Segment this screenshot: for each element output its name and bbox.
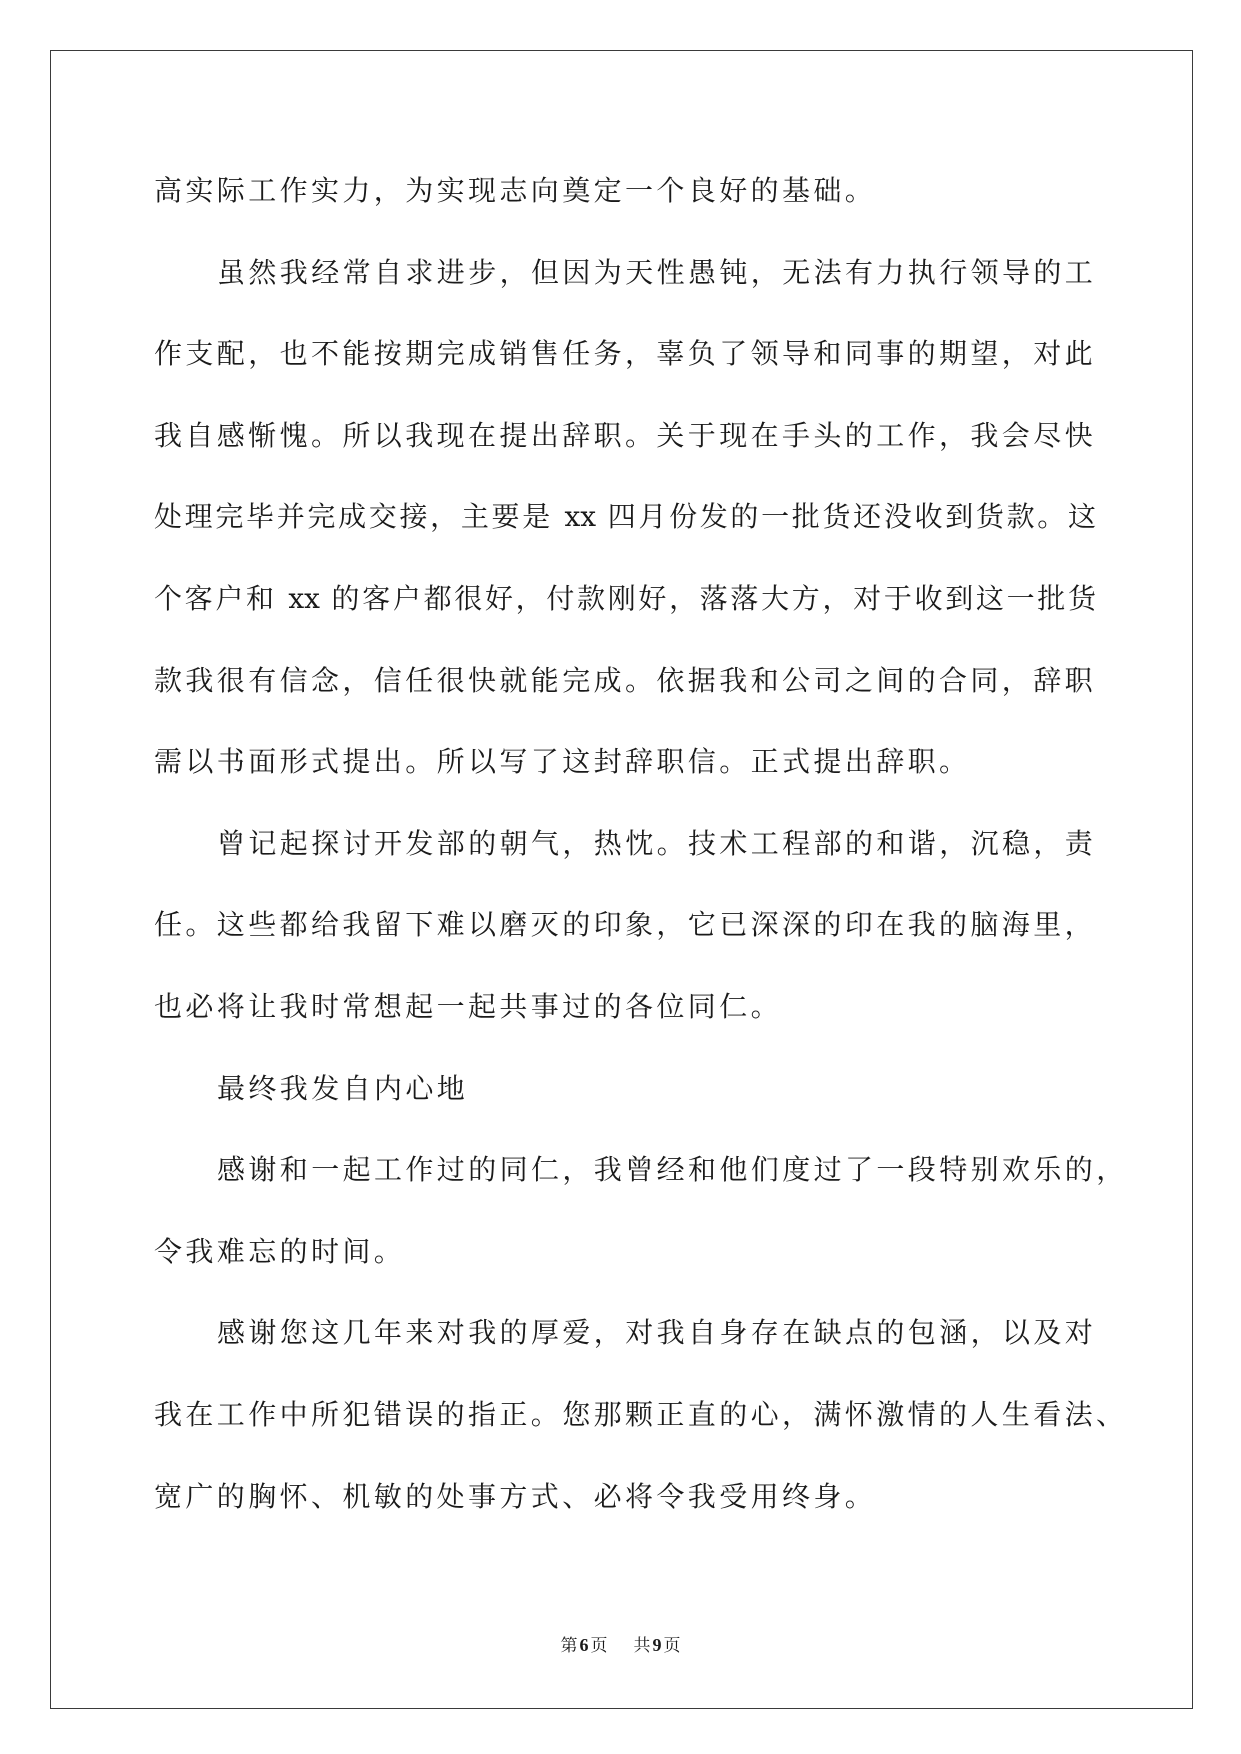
- text-line: 作支配，也不能按期完成销售任务，辜负了领导和同事的期望，对此: [154, 337, 1097, 371]
- text-line: 最终我发自内心地: [217, 1071, 469, 1105]
- page-prefix: 第: [560, 1636, 578, 1656]
- text-line: 款我很有信念，信任很快就能完成。依据我和公司之间的合同，辞职: [154, 663, 1097, 697]
- text-line: 曾记起探讨开发部的朝气，热忱。技术工程部的和谐，沉稳，责: [217, 826, 1097, 860]
- text-line: 高实际工作实力，为实现志向奠定一个良好的基础。: [154, 174, 877, 207]
- paragraph: [154, 1129, 1144, 1292]
- paragraph: [154, 1292, 1144, 1537]
- text-line: 感谢您这几年来对我的厚爱，对我自身存在缺点的包涵，以及对: [217, 1316, 1097, 1350]
- paragraph: [154, 803, 1144, 1048]
- paragraph: [154, 1048, 1144, 1130]
- text-line: 任。这些都给我留下难以磨灭的印象，它已深深的印在我的脑海里，: [154, 908, 1097, 942]
- total-prefix: 共: [633, 1636, 651, 1656]
- text-line: 个客户和 xx 的客户都很好，付款刚好，落落大方，对于收到这一批货: [154, 581, 1096, 615]
- paragraph: [154, 232, 1144, 803]
- text-line: 宽广的胸怀、机敏的处事方式、必将令我受用终身。: [154, 1479, 877, 1513]
- document-body: [154, 150, 1144, 1537]
- text-line: 我自感惭愧。所以我现在提出辞职。关于现在手头的工作，我会尽快: [154, 418, 1097, 452]
- text-line: 虽然我经常自求进步，但因为天性愚钝，无法有力执行领导的工: [217, 255, 1097, 289]
- text-line: 处理完毕并完成交接，主要是 xx 四月份发的一批货还没收到货款。这: [154, 500, 1096, 534]
- text-line: 也必将让我时常想起一起共事过的各位同仁。: [154, 989, 783, 1023]
- total-page-count: 9: [652, 1635, 662, 1655]
- current-page-number: 6: [579, 1635, 589, 1655]
- text-line: 感谢和一起工作过的同仁，我曾经和他们度过了一段特别欢乐的，: [217, 1153, 1128, 1187]
- page-number-footer: [0, 1632, 1241, 1659]
- total-suffix: 页: [663, 1636, 681, 1656]
- text-line: 我在工作中所犯错误的指正。您那颗正直的心，满怀激情的人生看法、: [154, 1397, 1128, 1431]
- text-line: 需以书面形式提出。所以写了这封辞职信。正式提出辞职。: [154, 745, 971, 779]
- paragraph: [154, 150, 1144, 232]
- page-suffix: 页: [590, 1636, 608, 1656]
- text-line: 令我难忘的时间。: [154, 1234, 406, 1268]
